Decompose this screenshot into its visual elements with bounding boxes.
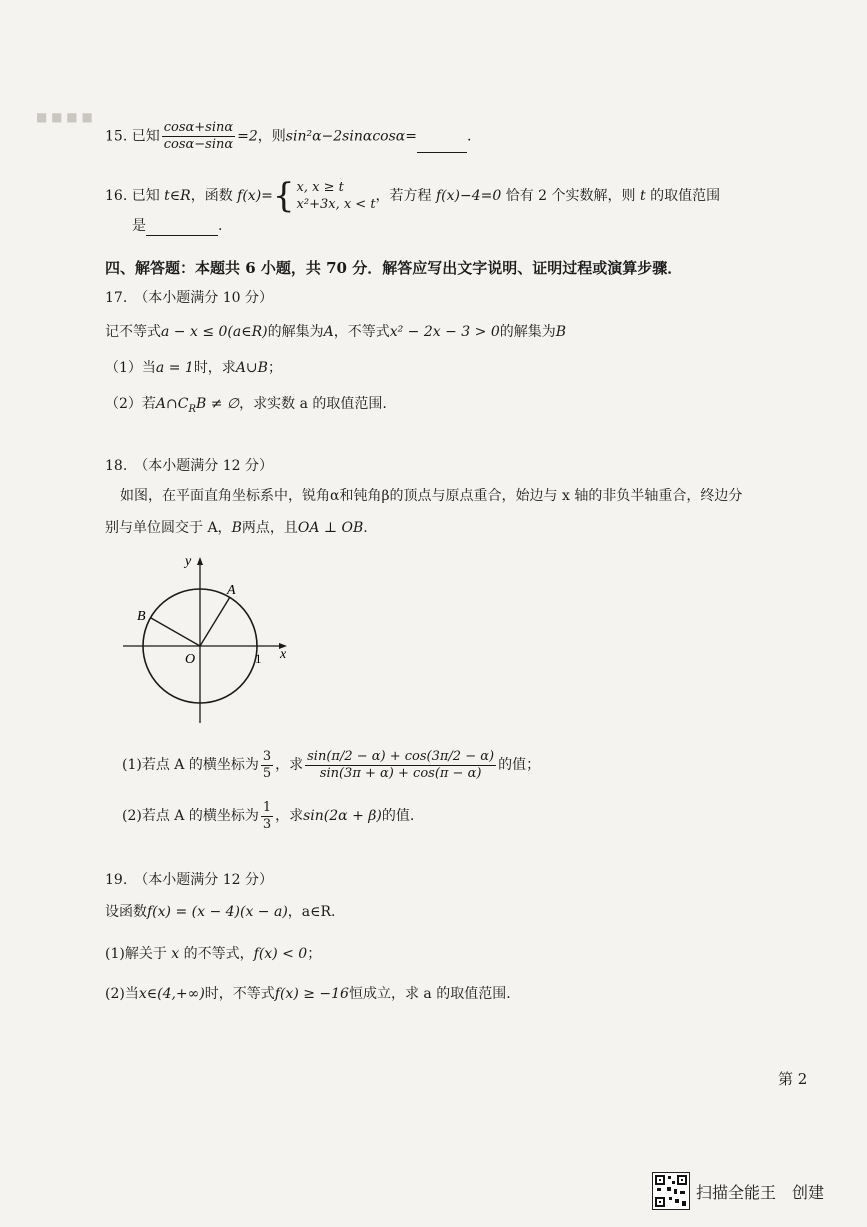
section-heading: 四、解答题：本题共 6 小题，共 70 分．解答应写出文字说明、证明过程或演算步骤． — [105, 259, 683, 277]
label-x: x — [280, 647, 287, 662]
question-16-line2: 是 . — [132, 218, 223, 234]
question-18-stem1: 如图，在平面直角坐标系中，锐角α和钝角β的顶点与原点重合，始边与 x 轴的非负半轴重合，终边分 — [120, 488, 743, 504]
scanner-watermark: 扫描全能王 创建 — [696, 1183, 825, 1202]
unit-circle-figure — [115, 548, 300, 733]
label-one: 1 — [255, 651, 262, 666]
question-19-title: 19. （本小题满分 12 分） — [105, 872, 273, 888]
trig-expression-fraction: $\frac{\sin(\pi/2 - \alpha) + \cos(3\pi/2 - \alpha)}{\sin(3\pi + \alpha) + \cos(\pi - \alpha)}$ — [307, 748, 495, 781]
answer-blank[interactable] — [417, 138, 467, 153]
answer-blank[interactable] — [146, 221, 218, 236]
label-point-b: B — [137, 609, 146, 624]
question-17-part2: （2）若$A\cap C_RB$ ≠ ∅，求实数 a 的取值范围. — [105, 396, 387, 415]
question-18-stem2: 别与单位圆交于 A，B两点，且OA ⊥ OB. — [105, 520, 368, 536]
question-17-title: 17. （本小题满分 10 分） — [105, 290, 273, 306]
y-axis-arrow-icon — [197, 557, 203, 565]
bleed-through-text: ■ ■ ■ ■ — [36, 110, 93, 124]
label-y: y — [185, 554, 192, 569]
question-15: 15. 已知 $\frac{\cos\alpha+\sin\alpha}{\cos\alpha-\sin\alpha}$ =2，则sin²α−2sinαcosα= . — [105, 120, 472, 152]
question-19-part2: (2)当x∈(4,+∞)时，不等式f(x) ≥ −16恒成立，求 a 的取值范围. — [105, 986, 511, 1002]
question-17-part1: （1）当a = 1时，求A∪B； — [105, 360, 282, 376]
piecewise-function: { x, x ≥ t x²+3x, x < t — [272, 176, 376, 216]
question-17-stem: 记不等式a − x ≤ 0(a∈R)的解集为A，不等式x² − 2x − 3 > 0的解集为B — [105, 324, 567, 340]
qr-code-icon — [652, 1172, 690, 1210]
label-origin: O — [185, 652, 196, 667]
question-18-part1: (1)若点 A 的横坐标为 $\frac{3}{5}$ ，求 $\frac{\sin(\pi/2 - \alpha) + \cos(3\pi/2 - \alpha)}{\sin(3\pi + \alpha) + \cos(\pi - \alpha)}$ 的值； — [122, 748, 541, 781]
q15-fraction: $\frac{\cos\alpha+\sin\alpha}{\cos\alpha-\sin\alpha}$ — [163, 120, 234, 152]
question-18-part2: (2)若点 A 的横坐标为 $\frac{1}{3}$ ，求 sin(2α + β) 的值. — [122, 799, 415, 832]
fraction-three-fifths: $\frac{3}{5}$ — [262, 748, 272, 781]
ray-ob — [151, 618, 200, 646]
question-19-stem: 设函数f(x) = (x − 4)(x − a)，a∈R. — [105, 904, 336, 920]
question-16: 16. 已知 t∈R ，函数 f(x)= { x, x ≥ t x²+3x, x < t ，若方程 f(x)−4=0 恰有 2 个实数解，则 t 的取值范围 — [105, 176, 721, 216]
fraction-one-third: $\frac{1}{3}$ — [262, 799, 272, 832]
question-18-title: 18. （本小题满分 12 分） — [105, 458, 273, 474]
ray-oa — [200, 597, 230, 646]
page-number: 第 2 — [778, 1070, 808, 1088]
question-19-part1: (1)解关于 x 的不等式，f(x) < 0； — [105, 946, 322, 962]
label-point-a: A — [227, 583, 236, 598]
